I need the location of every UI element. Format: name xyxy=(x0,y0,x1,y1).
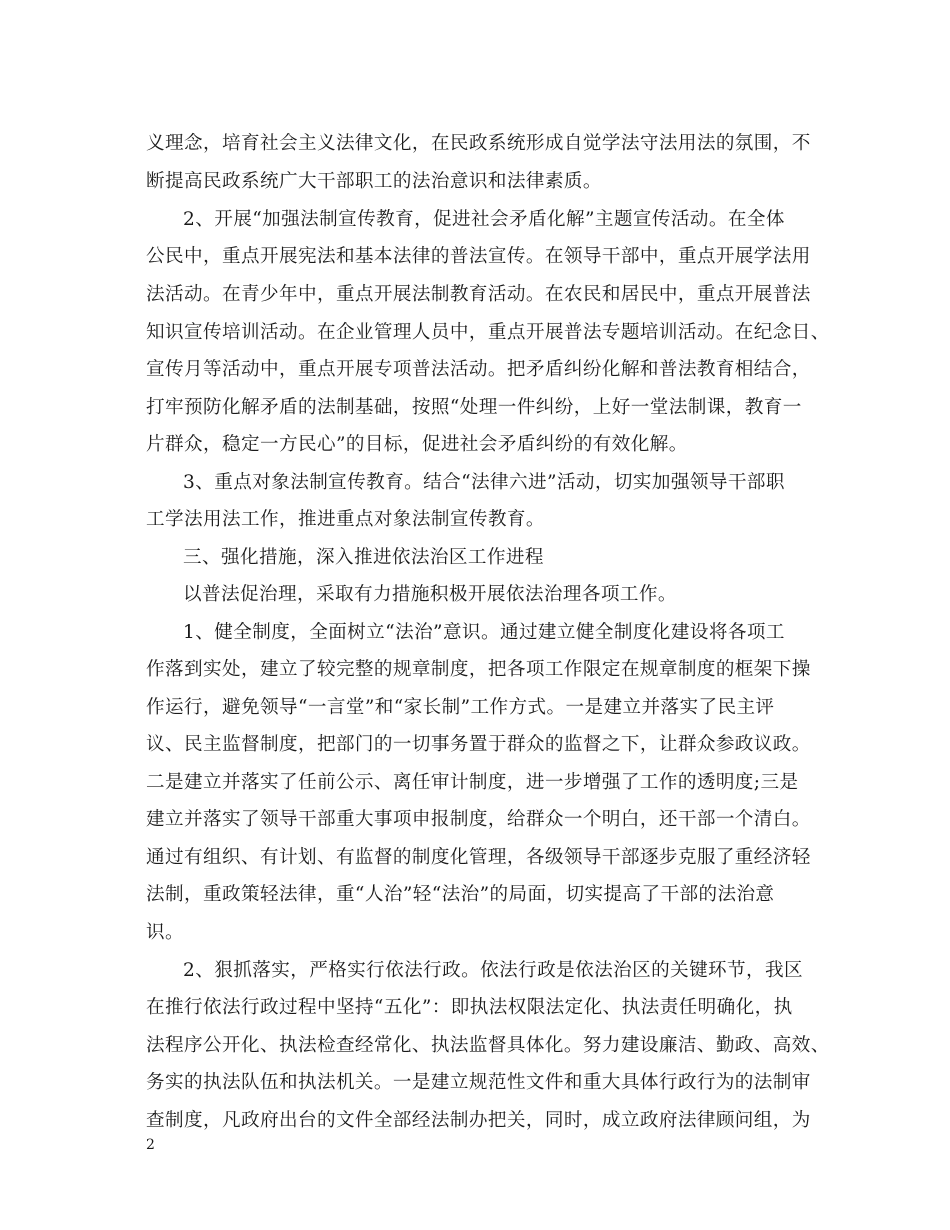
text-line: 公民中，重点开展宪法和基本法律的普法宣传。在领导干部中，重点开展学法用 xyxy=(146,246,811,267)
text-line: 法程序公开化、执法检查经常化、执法监督具体化。努力建设廉洁、勤政、高效、 xyxy=(146,1035,830,1056)
text-line: 2、开展“加强法制宣传教育，促进社会矛盾化解”主题宣传活动。在全体 xyxy=(183,209,785,230)
text-line: 义理念，培育社会主义法律文化，在民政系统形成自觉学法守法用法的氛围，不 xyxy=(146,133,811,154)
text-line: 作运行，避免领导“一言堂”和“家长制”工作方式。一是建立并落实了民主评 xyxy=(146,697,775,718)
text-line: 知识宣传培训活动。在企业管理人员中，重点开展普法专题培训活动。在纪念日、 xyxy=(146,322,830,343)
text-line: 作落到实处，建立了较完整的规章制度，把各项工作限定在规章制度的框架下操 xyxy=(146,659,811,680)
text-line: 务实的执法队伍和执法机关。一是建立规范性文件和重大具体行政行为的法制审 xyxy=(146,1072,811,1093)
text-line: 查制度，凡政府出台的文件全部经法制办把关，同时，成立政府法律顾问组，为 xyxy=(146,1110,811,1131)
text-line: 法制，重政策轻法律，重“人治”轻“法治”的局面，切实提高了干部的法治意 xyxy=(146,884,775,905)
text-line: 议、民主监督制度，把部门的一切事务置于群众的监督之下，让群众参政议政。 xyxy=(146,734,811,755)
text-line: 以普法促治理，采取有力措施积极开展依法治理各项工作。 xyxy=(183,584,677,605)
text-line: 断提高民政系统广大干部职工的法治意识和法律素质。 xyxy=(146,171,602,192)
text-line: 片群众，稳定一方民心”的目标，促进社会矛盾纠纷的有效化解。 xyxy=(146,434,688,455)
text-line: 工学法用法工作，推进重点对象法制宣传教育。 xyxy=(146,509,545,530)
text-line: 法活动。在青少年中，重点开展法制教育活动。在农民和居民中，重点开展普法 xyxy=(146,284,811,305)
text-line: 识。 xyxy=(146,922,184,943)
text-line: 3、重点对象法制宣传教育。结合“法律六进”活动，切实加强领导干部职 xyxy=(183,472,785,493)
text-line: 二是建立并落实了任前公示、离任审计制度，进一步增强了工作的透明度;三是 xyxy=(146,772,799,793)
text-line: 建立并落实了领导干部重大事项申报制度，给群众一个明白，还干部一个清白。 xyxy=(146,809,811,830)
page-number: 2 xyxy=(146,1137,155,1153)
text-line: 1、健全制度，全面树立“法治”意识。通过建立健全制度化建设将各项工 xyxy=(183,622,785,643)
text-line: 宣传月等活动中，重点开展专项普法活动。把矛盾纠纷化解和普法教育相结合， xyxy=(146,359,811,380)
section-heading: 三、强化措施，深入推进依法治区工作进程 xyxy=(183,547,544,568)
text-line: 在推行依法行政过程中坚持“五化”：即执法权限法定化、执法责任明确化，执 xyxy=(146,997,793,1018)
text-line: 2、狠抓落实，严格实行依法行政。依法行政是依法治区的关键环节，我区 xyxy=(183,960,804,981)
text-line: 通过有组织、有计划、有监督的制度化管理，各级领导干部逐步克服了重经济轻 xyxy=(146,847,811,868)
text-line: 打牢预防化解矛盾的法制基础，按照“处理一件纠纷，上好一堂法制课，教育一 xyxy=(146,397,802,418)
